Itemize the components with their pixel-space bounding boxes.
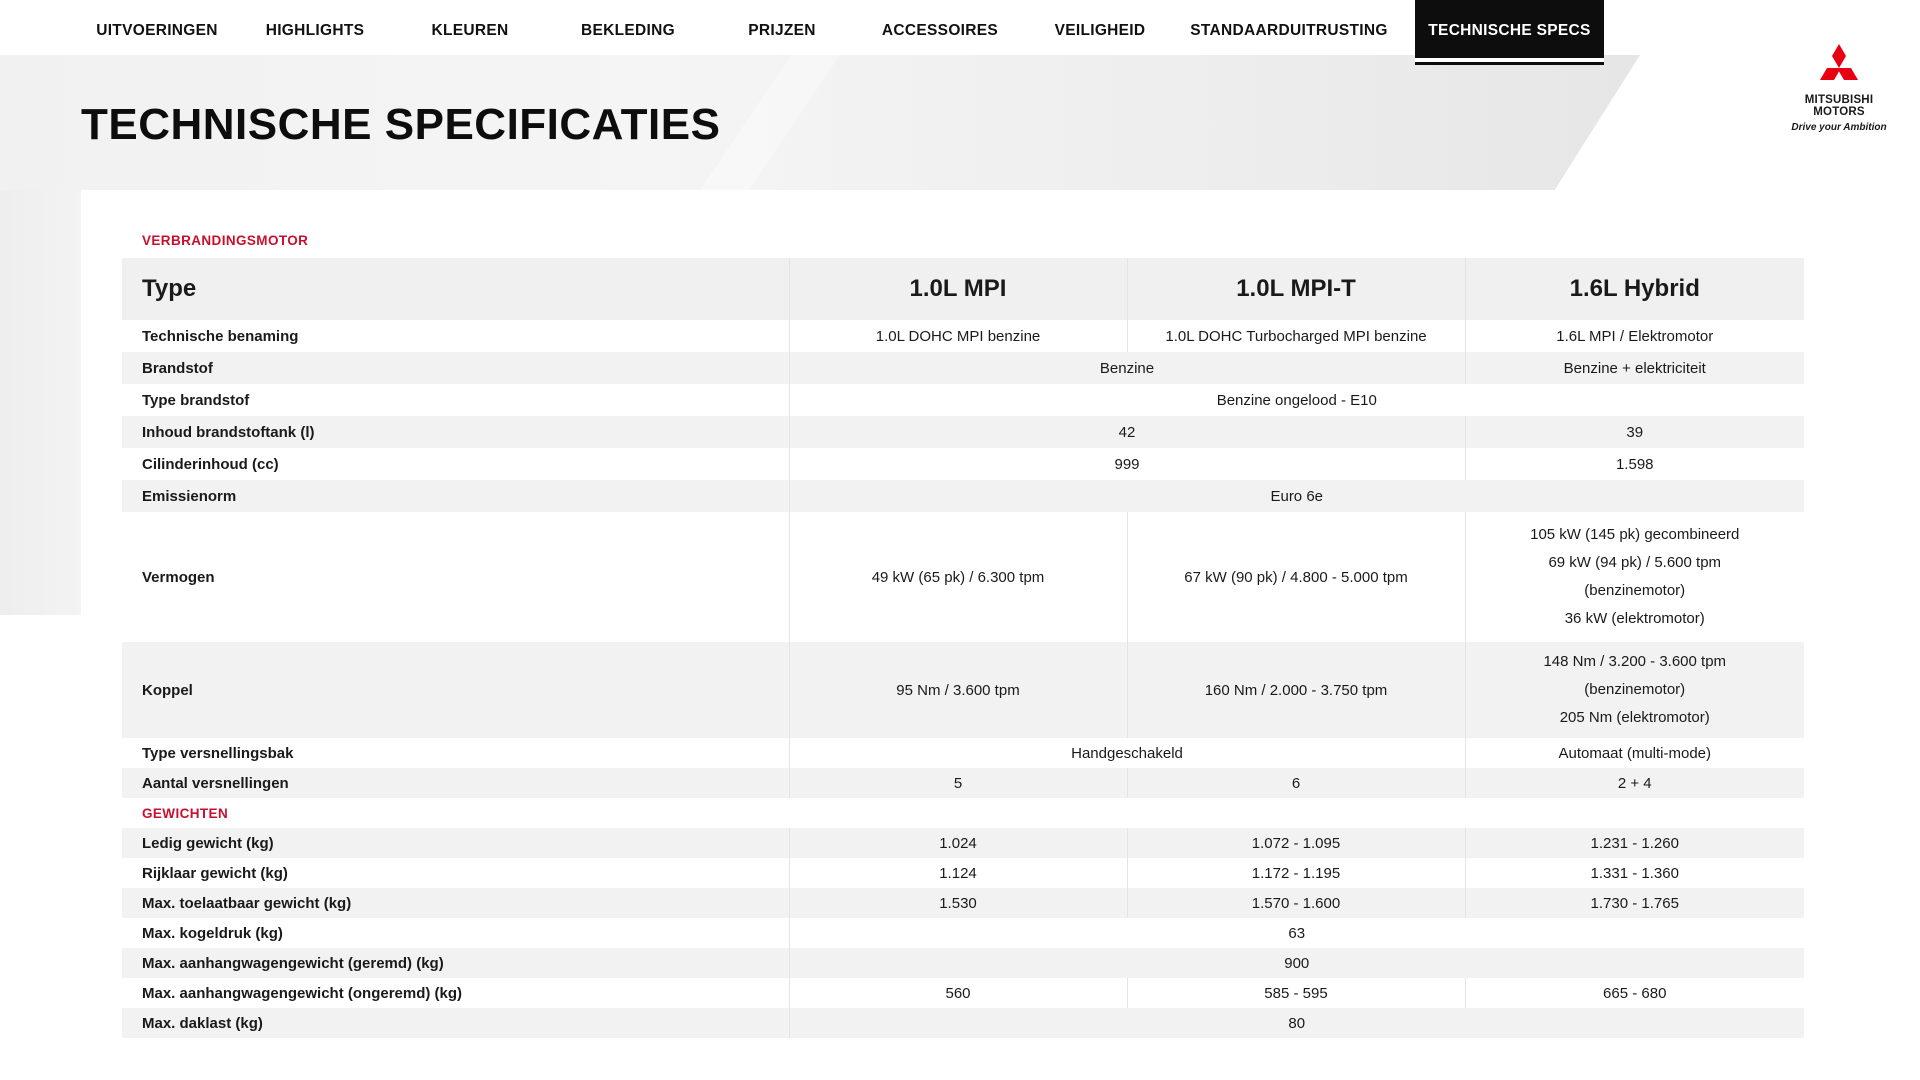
row-label: Type versnellingsbak (142, 744, 294, 762)
table-row (122, 918, 1804, 948)
page-title: TECHNISCHE SPECIFICATIES (81, 100, 721, 149)
row-label: Type brandstof (142, 391, 250, 409)
cell-line: (benzinemotor) (1584, 681, 1686, 698)
cell-value-multiline (1465, 512, 1804, 642)
header-col-hybrid: 1.6L Hybrid (1465, 258, 1804, 320)
table-row (122, 512, 1804, 642)
logo-line2: MOTORS (1813, 106, 1865, 118)
nav-item-accessoires[interactable]: ACCESSOIRES (881, 22, 999, 39)
logo-line1: MITSUBISHI (1804, 94, 1874, 106)
top-navigation (0, 0, 1920, 55)
nav-item-standaarduitrusting[interactable]: STANDAARDUITRUSTING (1190, 22, 1388, 39)
row-label: Brandstof (142, 359, 213, 377)
cell-value: Handgeschakeld (789, 738, 1465, 768)
cell-value: Euro 6e (789, 480, 1804, 512)
row-label: Technische benaming (142, 327, 299, 345)
row-label: Rijklaar gewicht (kg) (142, 864, 288, 882)
row-label: Koppel (142, 681, 193, 699)
cell-value: 95 Nm / 3.600 tpm (789, 642, 1127, 738)
cell-value: 999 (789, 448, 1465, 480)
header-col-mpi: 1.0L MPI (789, 258, 1127, 320)
table-header-row (122, 258, 1804, 320)
table-row (122, 480, 1804, 512)
cell-value: Benzine + elektriciteit (1465, 352, 1804, 384)
nav-item-kleuren[interactable]: KLEUREN (431, 22, 509, 39)
nav-item-veiligheid[interactable]: VEILIGHEID (1054, 22, 1146, 39)
row-label: Max. kogeldruk (kg) (142, 924, 283, 942)
row-label: Emissienorm (142, 487, 237, 505)
nav-item-highlights[interactable]: HIGHLIGHTS (265, 22, 365, 39)
cell-value: 1.331 - 1.360 (1465, 858, 1804, 888)
mitsubishi-diamonds-icon (1819, 44, 1859, 90)
section-label-weights: GEWICHTEN (142, 805, 229, 821)
cell-value: 1.730 - 1.765 (1465, 888, 1804, 918)
cell-value: 1.598 (1465, 448, 1804, 480)
mitsubishi-logo[interactable] (1787, 44, 1891, 144)
cell-value: 39 (1465, 416, 1804, 448)
cell-value: 1.072 - 1.095 (1127, 828, 1465, 858)
cell-value: 1.172 - 1.195 (1127, 858, 1465, 888)
row-label: Vermogen (142, 568, 215, 586)
logo-brand-name (1787, 94, 1891, 118)
section-label-engine: VERBRANDINGSMOTOR (142, 233, 309, 248)
cell-value: 1.530 (789, 888, 1127, 918)
cell-value: 1.6L MPI / Elektromotor (1465, 320, 1804, 352)
table-row (122, 642, 1804, 738)
cell-value: 585 - 595 (1127, 978, 1465, 1008)
cell-line: 36 kW (elektromotor) (1564, 610, 1705, 627)
spec-table (122, 258, 1804, 1038)
row-label: Max. aanhangwagengewicht (ongeremd) (kg) (142, 984, 463, 1002)
cell-value: 560 (789, 978, 1127, 1008)
nav-item-uitvoeringen[interactable]: UITVOERINGEN (96, 22, 218, 39)
table-row (122, 320, 1804, 352)
cell-value: 160 Nm / 2.000 - 3.750 tpm (1127, 642, 1465, 738)
row-label: Inhoud brandstoftank (l) (142, 423, 315, 441)
nav-item-bekleding[interactable]: BEKLEDING (581, 22, 675, 39)
cell-value: 5 (789, 768, 1127, 798)
cell-value: 1.570 - 1.600 (1127, 888, 1465, 918)
cell-line: 69 kW (94 pk) / 5.600 tpm (1548, 554, 1722, 571)
logo-tagline: Drive your Ambition (1791, 122, 1887, 133)
table-row (122, 858, 1804, 888)
cell-value: 2 + 4 (1465, 768, 1804, 798)
table-row (122, 384, 1804, 416)
cell-line: 205 Nm (elektromotor) (1559, 709, 1710, 726)
row-label: Ledig gewicht (kg) (142, 834, 274, 852)
nav-item-technische-specs[interactable]: TECHNISCHE SPECS (1415, 0, 1604, 62)
row-label: Max. toelaatbaar gewicht (kg) (142, 894, 352, 912)
row-label: Max. aanhangwagengewicht (geremd) (kg) (142, 954, 444, 972)
header-type: Type (142, 275, 197, 302)
section-label-weights-cell (122, 798, 1804, 828)
table-row (122, 448, 1804, 480)
table-row (122, 1008, 1804, 1038)
cell-line: (benzinemotor) (1584, 582, 1686, 599)
cell-value: 42 (789, 416, 1465, 448)
cell-value: Benzine (789, 352, 1465, 384)
table-row (122, 888, 1804, 918)
table-row (122, 738, 1804, 768)
cell-value: 63 (789, 918, 1804, 948)
nav-item-prijzen[interactable]: PRIJZEN (748, 22, 816, 39)
table-row (122, 828, 1804, 858)
table-row (122, 978, 1804, 1008)
cell-value: 1.231 - 1.260 (1465, 828, 1804, 858)
row-label: Aantal versnellingen (142, 774, 289, 792)
cell-value: 665 - 680 (1465, 978, 1804, 1008)
table-row (122, 768, 1804, 798)
cell-value: 1.0L DOHC MPI benzine (789, 320, 1127, 352)
table-row (122, 352, 1804, 384)
cell-value: 49 kW (65 pk) / 6.300 tpm (789, 512, 1127, 642)
row-label: Cilinderinhoud (cc) (142, 455, 279, 473)
cell-value-multiline (1465, 642, 1804, 738)
row-label: Max. daklast (kg) (142, 1014, 263, 1032)
table-row (122, 948, 1804, 978)
cell-line: 105 kW (145 pk) gecombineerd (1530, 526, 1740, 543)
cell-value: 1.024 (789, 828, 1127, 858)
cell-value: 900 (789, 948, 1804, 978)
table-row (122, 416, 1804, 448)
cell-value: 67 kW (90 pk) / 4.800 - 5.000 tpm (1127, 512, 1465, 642)
cell-value: Automaat (multi-mode) (1465, 738, 1804, 768)
cell-value: 6 (1127, 768, 1465, 798)
cell-value: 1.124 (789, 858, 1127, 888)
cell-value: 1.0L DOHC Turbocharged MPI benzine (1127, 320, 1465, 352)
header-col-mpi-t: 1.0L MPI-T (1127, 258, 1465, 320)
cell-value: Benzine ongelood - E10 (789, 384, 1804, 416)
section-gap-row (122, 798, 1804, 828)
cell-value: 80 (789, 1008, 1804, 1038)
cell-line: 148 Nm / 3.200 - 3.600 tpm (1543, 653, 1727, 670)
